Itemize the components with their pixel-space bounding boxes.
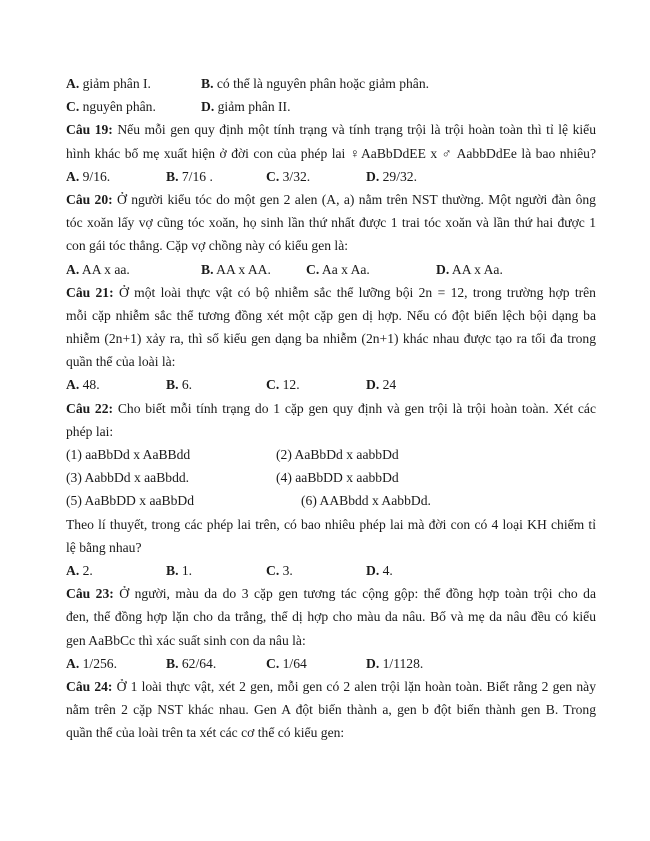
option-letter: A. [66, 261, 80, 277]
q18-option-b [201, 72, 429, 95]
q20-options [66, 258, 596, 281]
q22-stem-line-1 [66, 397, 596, 420]
q21-options [66, 373, 596, 396]
q22-option-a [66, 559, 93, 582]
question-label: Câu 21: [66, 284, 114, 300]
option-letter: C. [266, 377, 280, 393]
question-text: Cho biết mỗi tính trạng do 1 cặp gen quy định và gen trội là trội hoàn toàn. Xét các [117, 400, 596, 416]
question-text: quần thể của loài là: [66, 354, 176, 370]
q20-option-c [306, 258, 370, 281]
q19-options [66, 165, 596, 188]
option-text: AA x AA. [216, 261, 271, 277]
q23-stem-line-1 [66, 582, 596, 605]
option-letter: D. [366, 655, 380, 671]
option-letter: C. [266, 168, 280, 184]
option-text: 1/64 [282, 655, 307, 671]
option-text: giảm phân I. [82, 76, 151, 91]
q23-option-c [266, 652, 307, 675]
q19-stem-line-2 [66, 142, 596, 165]
option-text: giảm phân II. [217, 99, 291, 115]
q23-stem-line-3 [66, 629, 596, 652]
question-label: Câu 23: [66, 586, 114, 602]
option-text: 1/1128. [382, 655, 424, 671]
option-letter: A. [66, 168, 80, 184]
question-text: con gái tóc thẳng. Cặp vợ chồng này có kiểu gen là: [66, 238, 349, 254]
question-label: Câu 24: [66, 678, 113, 694]
option-text: AA x Aa. [451, 261, 503, 277]
question-text: Nếu mỗi gen quy định một tính trạng và tính trạng trội là trội hoàn toàn thì tỉ lệ kiểu [117, 122, 596, 138]
option-letter: A. [66, 377, 80, 393]
q22-after-line-2 [66, 536, 596, 559]
q21-option-c [266, 373, 300, 396]
option-text: 2. [82, 562, 93, 578]
q23-stem-line-2 [66, 605, 596, 628]
q23-option-d [366, 652, 423, 675]
option-letter: C. [266, 562, 280, 578]
question-text: Ở 1 loài thực vật, xét 2 gen, mỗi gen có 2 alen trội lặn hoàn toàn. Biết rằng 2 gen này [116, 678, 597, 694]
question-text: lệ bằng nhau? [66, 539, 142, 555]
option-letter: C. [266, 655, 280, 671]
option-text: 62/64. [181, 655, 217, 671]
cross-item: (5) AaBbDD x aaBbDd [66, 493, 194, 509]
question-text: tóc xoăn lấy vợ cũng tóc xoăn, họ sinh lần thứ nhất được 1 trai tóc xoăn và lần thứ hai được 1 [66, 215, 596, 231]
q19-option-c [266, 165, 310, 188]
q21-stem-line-2 [66, 304, 596, 327]
q18-options-row-1 [66, 72, 596, 95]
q22-option-d [366, 559, 393, 582]
option-text: 4. [382, 562, 393, 578]
option-text: 24 [382, 377, 397, 393]
option-text: 12. [282, 377, 300, 393]
q22-stem-line-2 [66, 420, 596, 443]
q21-option-d [366, 373, 396, 396]
option-letter: D. [366, 377, 380, 393]
q23-option-b [166, 652, 216, 675]
option-letter: D. [201, 99, 215, 115]
option-letter: D. [366, 168, 380, 184]
option-letter: D. [366, 562, 380, 578]
q22-option-b [166, 559, 192, 582]
option-text: 7/16 . [181, 168, 213, 184]
question-text: nhiễm (2n+1) xảy ra, thì số kiểu gen dạng ba nhiễm (2n+1) khác nhau được tạo ra tối đa trong [66, 331, 596, 347]
question-text: hình khác bố mẹ xuất hiện ở đời con của phép lai ♀AaBbDdEE x ♂ AabbDdEe là bao nhiêu? [66, 145, 596, 161]
q21-option-a [66, 373, 100, 396]
option-letter: B. [166, 655, 179, 671]
question-label: Câu 20: [66, 191, 113, 207]
q20-stem-line-3 [66, 234, 596, 257]
cross-item: (3) AabbDd x aaBbdd. [66, 470, 190, 486]
cross-item: (4) aaBbDD x aabbDd [276, 470, 399, 486]
q20-stem-line-2 [66, 211, 596, 234]
option-text: 29/32. [382, 168, 417, 184]
option-text: nguyên phân. [82, 99, 156, 115]
question-text: mỗi cặp nhiễm sắc thể tương đồng xét một cặp gen dị hợp. Nếu có đột biến lệch bội dạng ba [66, 307, 596, 323]
option-letter: A. [66, 562, 80, 578]
option-text: 1. [181, 562, 193, 578]
option-letter: C. [306, 261, 320, 277]
q19-option-a [66, 165, 110, 188]
question-text: phép lai: [66, 423, 114, 439]
option-letter: A. [66, 76, 80, 91]
q20-option-d [436, 258, 503, 281]
q19-option-d [366, 165, 417, 188]
q21-stem-line-1 [66, 281, 596, 304]
question-text: nằm trên 2 cặp NST khác nhau. Gen A đột biến thành a, gen b đột biến thành gen B. Trong [66, 702, 596, 718]
q22-after-line-1 [66, 513, 596, 536]
question-text: quần thể của loài trên ta xét các cơ thể có kiểu gen: [66, 725, 345, 741]
cross-item: (2) AaBbDd x aabbDd [276, 447, 399, 462]
q21-stem-line-3 [66, 327, 596, 350]
q22-option-c [266, 559, 293, 582]
option-letter: A. [66, 655, 80, 671]
q21-stem-line-4 [66, 350, 596, 373]
cross-item: (6) AABbdd x AabbDd. [301, 493, 431, 509]
question-text: Ở người, màu da do 3 cặp gen tương tác cộng gộp: thể đồng hợp toàn trội cho da [119, 586, 597, 602]
option-text: 1/256. [82, 655, 117, 671]
q23-option-a [66, 652, 117, 675]
q19-option-b [166, 165, 213, 188]
option-letter: B. [201, 261, 214, 277]
q21-option-b [166, 373, 192, 396]
q24-stem-line-2 [66, 698, 596, 721]
q18-options-row-2 [66, 95, 596, 118]
question-text: Ở người kiểu tóc do một gen 2 alen (A, a) nằm trên NST thường. Một người đàn ông [117, 191, 596, 207]
q24-stem-line-3 [66, 721, 596, 744]
question-text: gen AaBbCc thì xác suất sinh con da nâu là: [66, 632, 306, 648]
q19-stem-line-1 [66, 118, 596, 141]
question-text: Ở một loài thực vật có bộ nhiễm sắc thể lưỡng bội 2n = 12, trong trường hợp trên [118, 284, 596, 300]
option-text: 3. [282, 562, 293, 578]
q24-stem-line-1 [66, 675, 596, 698]
question-label: Câu 19: [66, 122, 113, 138]
q18-option-a [66, 72, 151, 95]
option-letter: B. [201, 76, 214, 91]
option-text: 48. [82, 377, 100, 393]
q22-cross-row-3 [66, 489, 596, 512]
q20-option-b [201, 258, 271, 281]
option-text: 6. [181, 377, 193, 393]
option-letter: B. [166, 562, 179, 578]
q22-cross-row-2 [66, 466, 596, 489]
q23-options [66, 652, 596, 675]
q22-options [66, 559, 596, 582]
option-text: Aa x Aa. [321, 261, 370, 277]
q18-option-d [201, 95, 290, 118]
q22-cross-row-1 [66, 443, 596, 466]
question-text: Theo lí thuyết, trong các phép lai trên, có bao nhiêu phép lai mà đời con có 4 loại KH chiếm tỉ [66, 516, 596, 532]
question-label: Câu 22: [66, 400, 114, 416]
q20-option-a [66, 258, 130, 281]
option-letter: B. [166, 377, 179, 393]
option-text: 3/32. [282, 168, 311, 184]
option-text: 9/16. [82, 168, 111, 184]
q20-stem-line-1 [66, 188, 596, 211]
option-text: có thể là nguyên phân hoặc giảm phân. [216, 76, 430, 91]
cross-item: (1) aaBbDd x AaBBdd [66, 447, 191, 462]
option-letter: D. [436, 261, 450, 277]
option-letter: B. [166, 168, 179, 184]
option-letter: C. [66, 99, 80, 115]
document-page [66, 72, 596, 744]
q18-option-c [66, 95, 156, 118]
question-text: đen, thể đồng hợp lặn cho da trắng, thể dị hợp cho màu da nâu. Bố và mẹ da nâu đều có kiểu [66, 609, 596, 625]
option-text: AA x aa. [81, 261, 130, 277]
